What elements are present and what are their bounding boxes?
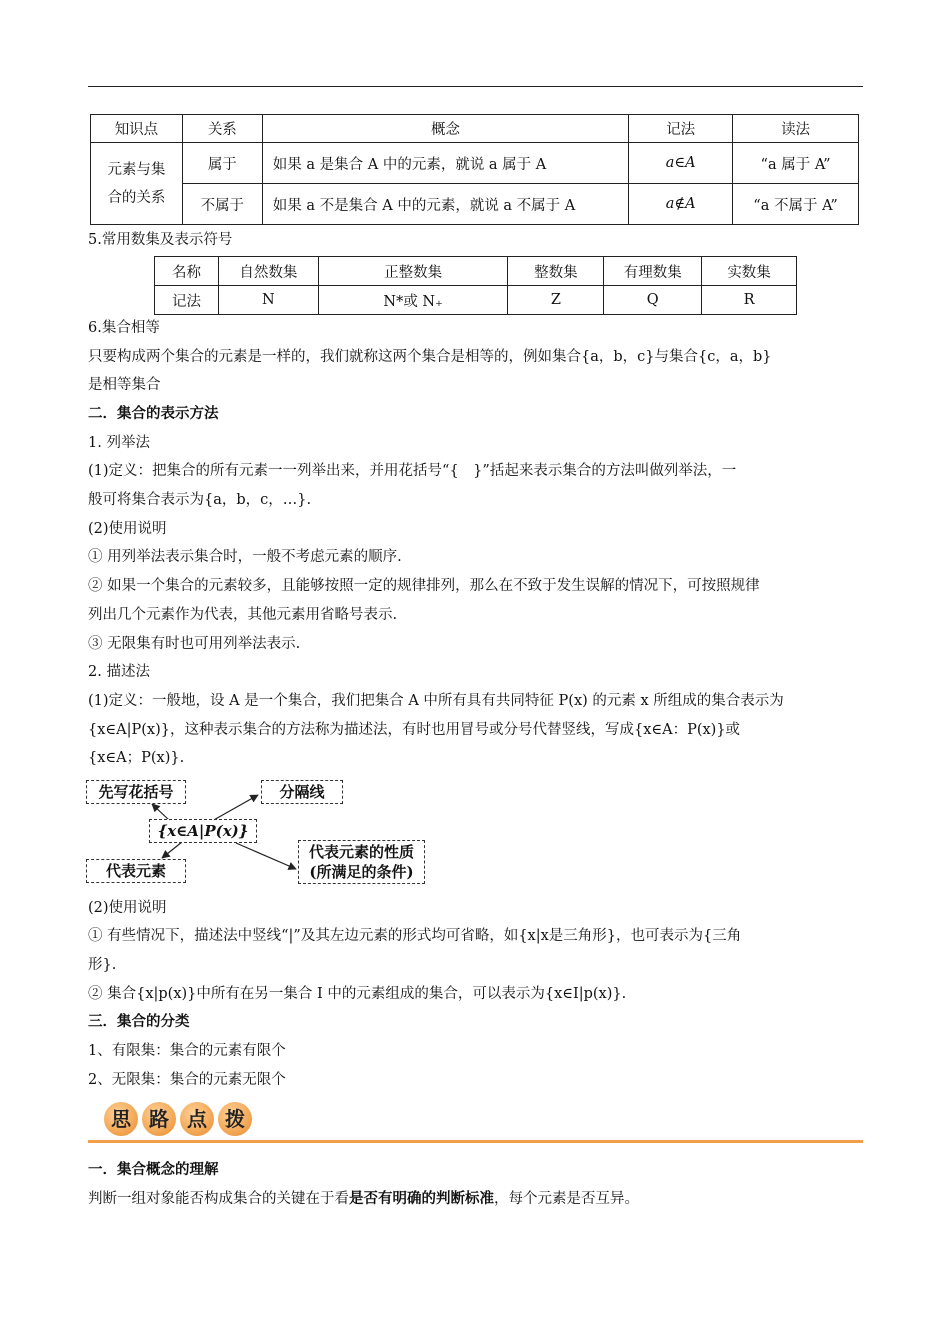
label-property xyxy=(298,840,425,884)
header-notation: 记法 xyxy=(629,115,733,143)
arrow-separator xyxy=(212,795,258,821)
cell-rational: 有理数集 xyxy=(604,257,702,286)
banner-char-2: 路 xyxy=(142,1102,176,1136)
membership-table xyxy=(90,114,859,225)
relation-belongs: 属于 xyxy=(182,143,262,184)
cell-notation-label: 记法 xyxy=(155,286,219,315)
list-method-note-1: ① 用列举法表示集合时，一般不考虑元素的顺序. xyxy=(88,549,402,565)
cell-Q: Q xyxy=(604,286,702,315)
describe-method-note-1b: 形}. xyxy=(88,957,117,973)
banner-char-3: 点 xyxy=(180,1102,214,1136)
section-5-title: 5.常用数集及表示符号 xyxy=(88,232,233,248)
cell-real: 实数集 xyxy=(702,257,797,286)
final-text-pre: 判断一组对象能否构成集合的关键在于看 xyxy=(88,1191,349,1207)
final-text-bold: 是否有明确的判断标准 xyxy=(349,1190,494,1207)
list-method-note-2b: 列出几个元素作为代表，其他元素用省略号表示. xyxy=(88,607,398,623)
header-relation: 关系 xyxy=(182,115,262,143)
banner-char-4: 拨 xyxy=(218,1102,252,1136)
section-6-text-2: 是相等集合 xyxy=(88,377,161,393)
cell-name-label: 名称 xyxy=(155,257,219,286)
cell-Nstar: N*或 N₊ xyxy=(318,286,508,315)
notation-belongs: a∈A xyxy=(629,143,733,184)
header-concept: 概念 xyxy=(262,115,628,143)
header-reading: 读法 xyxy=(733,115,859,143)
cell-Z: Z xyxy=(508,286,604,315)
cell-N: N xyxy=(218,286,318,315)
relation-not-belongs: 不属于 xyxy=(182,184,262,225)
notation-not-belongs: a∉A xyxy=(629,184,733,225)
describe-method-note-1a: ① 有些情况下，描述法中竖线“|”及其左边元素的形式均可省略，如{x|x是三角形}，也可表示为{三角 xyxy=(88,928,742,944)
describe-method-title: 2. 描述法 xyxy=(88,664,150,680)
label-element: 代表元素 xyxy=(86,859,186,883)
heading-representation: 二．集合的表示方法 xyxy=(88,405,219,422)
describe-method-def-2: {x∈A|P(x)}，这种表示集合的方法称为描述法，有时也用冒号或分号代替竖线，写成{x∈A：P(x)}或 xyxy=(88,722,741,738)
header-knowledge: 知识点 xyxy=(91,115,183,143)
arrow-property xyxy=(236,843,296,869)
describe-method-note-2: ② 集合{x|p(x)}中所有在另一集合 I 中的元素组成的集合，可以表示为{x∈I|p(x)}. xyxy=(88,986,627,1002)
heading-concept-understanding: 一．集合概念的理解 xyxy=(88,1161,219,1178)
label-property-line2: (所满足的条件) xyxy=(309,863,414,881)
heading-classification: 三．集合的分类 xyxy=(88,1013,190,1030)
describe-method-def-1: (1)定义：一般地，设 A 是一个集合，我们把集合 A 中所有具有共同特征 P(x) 的元素 x 所组成的集合表示为 xyxy=(88,693,784,709)
reading-belongs: “a 属于 A” xyxy=(733,143,859,184)
describe-method-def-3: {x∈A；P(x)}. xyxy=(88,750,185,766)
banner-char-1: 思 xyxy=(104,1102,138,1136)
section-6-text-1: 只要构成两个集合的元素是一样的，我们就称这两个集合是相等的，例如集合{a，b，c}与集合{c，a，b} xyxy=(88,349,772,365)
section-6-title: 6.集合相等 xyxy=(88,320,160,336)
final-text-post: ，每个元素是否互异。 xyxy=(494,1191,639,1207)
cell-R: R xyxy=(702,286,797,315)
concept-not-belongs: 如果 a 不是集合 A 中的元素，就说 a 不属于 A xyxy=(262,184,628,225)
list-method-usage: (2)使用说明 xyxy=(88,521,167,537)
list-method-title: 1. 列举法 xyxy=(88,435,150,451)
list-method-note-2a: ② 如果一个集合的元素较多，且能够按照一定的规律排列，那么在不致于发生误解的情况下，可按照规律 xyxy=(88,578,760,594)
cell-integer: 整数集 xyxy=(508,257,604,286)
final-paragraph xyxy=(88,1189,639,1209)
finite-set-line: 1、有限集：集合的元素有限个 xyxy=(88,1043,286,1059)
group-label-line1: 元素与集 xyxy=(107,161,166,178)
top-rule xyxy=(88,86,863,87)
cell-natural: 自然数集 xyxy=(218,257,318,286)
infinite-set-line: 2、无限集：集合的元素无限个 xyxy=(88,1072,286,1088)
list-method-note-3: ③ 无限集有时也可用列举法表示. xyxy=(88,636,301,652)
cell-positive-int: 正整数集 xyxy=(318,257,508,286)
label-set-builder: {x∈A|P(x)} xyxy=(149,819,257,843)
label-separator: 分隔线 xyxy=(261,780,343,804)
describe-method-usage: (2)使用说明 xyxy=(88,900,167,916)
concept-belongs: 如果 a 是集合 A 中的元素，就说 a 属于 A xyxy=(262,143,628,184)
label-brace: 先写花括号 xyxy=(86,780,186,804)
set-builder-diagram xyxy=(86,777,431,887)
list-method-def-2: 般可将集合表示为{a，b，c，…}. xyxy=(88,492,312,508)
group-label-line2: 合的关系 xyxy=(107,189,166,206)
group-label-cell xyxy=(91,143,183,225)
section-banner xyxy=(88,1100,863,1144)
list-method-def-1: (1)定义：把集合的所有元素一一列举出来，并用花括号“{ }”括起来表示集合的方法叫做列举法，一 xyxy=(88,463,737,479)
number-sets-table xyxy=(154,256,797,315)
arrow-element xyxy=(162,842,182,858)
banner-rule xyxy=(88,1140,863,1143)
label-property-line1: 代表元素的性质 xyxy=(308,843,414,861)
reading-not-belongs: “a 不属于 A” xyxy=(733,184,859,225)
